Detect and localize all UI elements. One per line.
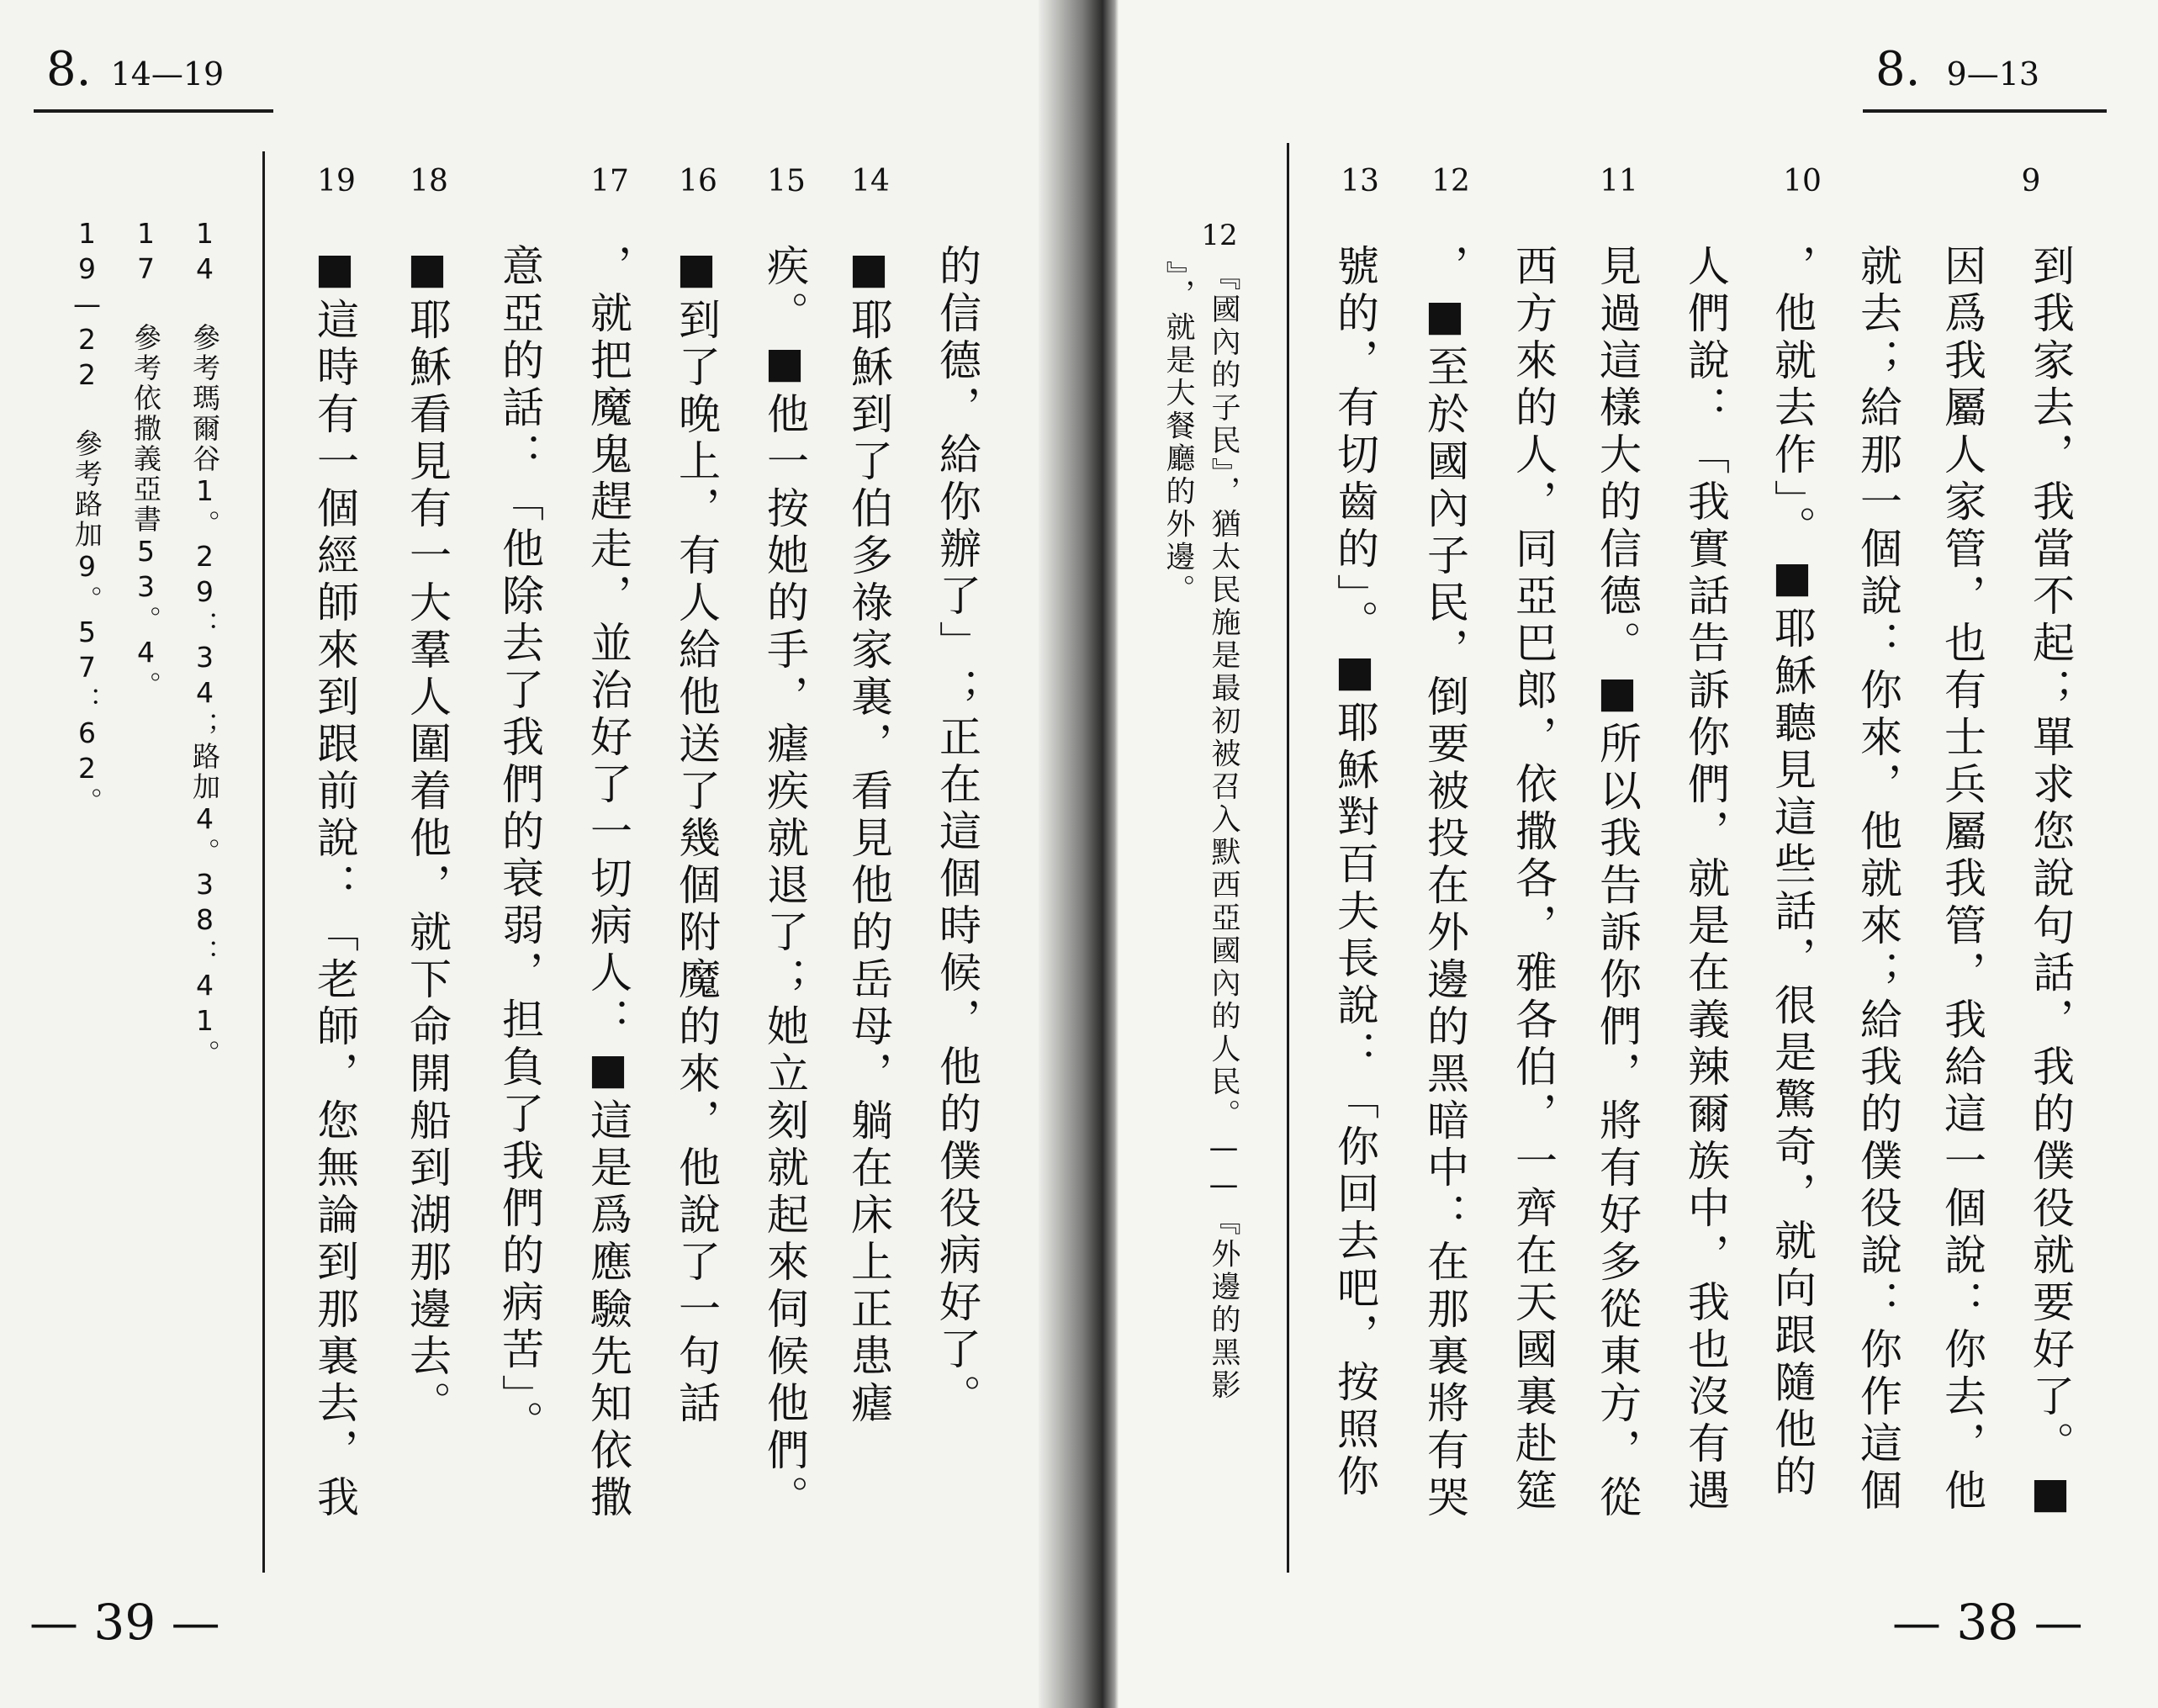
left-header-chapter: 8. [46, 42, 92, 97]
text-column: ，就把魔鬼趕走，並治好了一切病人：■這是爲應驗先知依撒 [584, 244, 632, 1522]
text-column: ，他就去作」。■耶穌聽見這些話，很是驚奇，就向跟隨他的 [1768, 244, 1817, 1501]
verse-number: 12 [1431, 164, 1470, 198]
text-column: 西方來的人，同亞巴郎，依撒各，雅各伯，一齊在天國裏赴筵 [1509, 244, 1558, 1515]
verse-number: 13 [1341, 164, 1379, 198]
left-header-rule [34, 109, 273, 113]
verse-number: 11 [1600, 164, 1638, 198]
verse-number: 16 [679, 164, 717, 198]
text-column: 意亞的話：「他除去了我們的衰弱，担負了我們的病苦」。 [495, 244, 544, 1447]
text-column: 見過這樣大的信德。■所以我告訴你們，將有好多從東方，從 [1593, 244, 1642, 1522]
text-column: ■到了晚上，有人給他送了幾個附魔的來，他說了一句話 [672, 244, 721, 1428]
right-page-header [1875, 42, 2039, 97]
footnote-line: 『國內的子民』，猶太民施是最初被召入默西亞國內的人民。——『外邊的黑影 [1207, 261, 1240, 1403]
text-column: ■這時有一個經師來到跟前說：「老師，您無論到那裏去，我 [310, 244, 359, 1522]
text-column: 因爲我屬人家管，也有士兵屬我管，我給這一個說：你去，他 [1938, 244, 1986, 1515]
verse-number: 17 [590, 164, 629, 198]
right-margin-rule [1287, 143, 1289, 1573]
text-column: ■耶穌看見有一大羣人圍着他，就下命開船到湖那邊去。 [403, 244, 452, 1428]
verse-number: 9 [2021, 164, 2041, 198]
text-column: 的信德，給你辦了」；正在這個時候，他的僕役病好了。 [933, 244, 981, 1421]
page-number: — 38 — [1892, 1594, 2083, 1651]
right-page [1085, 0, 2158, 1708]
left-page-header [46, 42, 224, 97]
left-header-verses: 14—19 [110, 56, 225, 93]
cross-reference: 14 參考瑪爾谷1。29：34；路加4。38：41。 [188, 217, 221, 1070]
verse-number: 19 [317, 164, 356, 198]
text-column: 疾。■他一按她的手，瘧疾就退了；她立刻就起來伺候他們。 [760, 244, 809, 1522]
note-number: 12 [1201, 219, 1238, 252]
verse-number: 18 [410, 164, 448, 198]
text-column: ■耶穌到了伯多祿家裏，看見他的岳母，躺在床上正患瘧 [844, 244, 893, 1428]
page-number: — 39 — [29, 1594, 220, 1651]
left-margin-rule [262, 151, 265, 1573]
text-column: 人們說：「我實話告訴你們，就是在義辣爾族中，我也沒有遇 [1681, 244, 1730, 1515]
text-column: 就去；給那一個說：你來，他就來；給我的僕役說：你作這個 [1854, 244, 1902, 1515]
book-gutter-shadow [1039, 0, 1119, 1708]
right-header-verses: 9—13 [1946, 56, 2040, 93]
footnote-line: 』，就是大餐廳的外邊。 [1161, 261, 1195, 607]
verse-number: 10 [1783, 164, 1822, 198]
verse-number: 14 [851, 164, 890, 198]
right-header-chapter: 8. [1875, 42, 1921, 97]
cross-reference: 19—22 參考路加9。57：62。 [71, 217, 103, 817]
right-header-rule [1863, 109, 2107, 113]
cross-reference: 17 參考依撒義亞書53。4。 [130, 217, 162, 701]
text-column: ，■至於國內子民，倒要被投在外邊的黑暗中：在那裏將有哭 [1420, 244, 1469, 1522]
text-column: 號的，有切齒的」。■耶穌對百夫長說：「你回去吧，按照你 [1330, 244, 1379, 1501]
text-column: 到我家去，我當不起；單求您說句話，我的僕役就要好了。■ [2026, 244, 2075, 1522]
verse-number: 15 [767, 164, 806, 198]
